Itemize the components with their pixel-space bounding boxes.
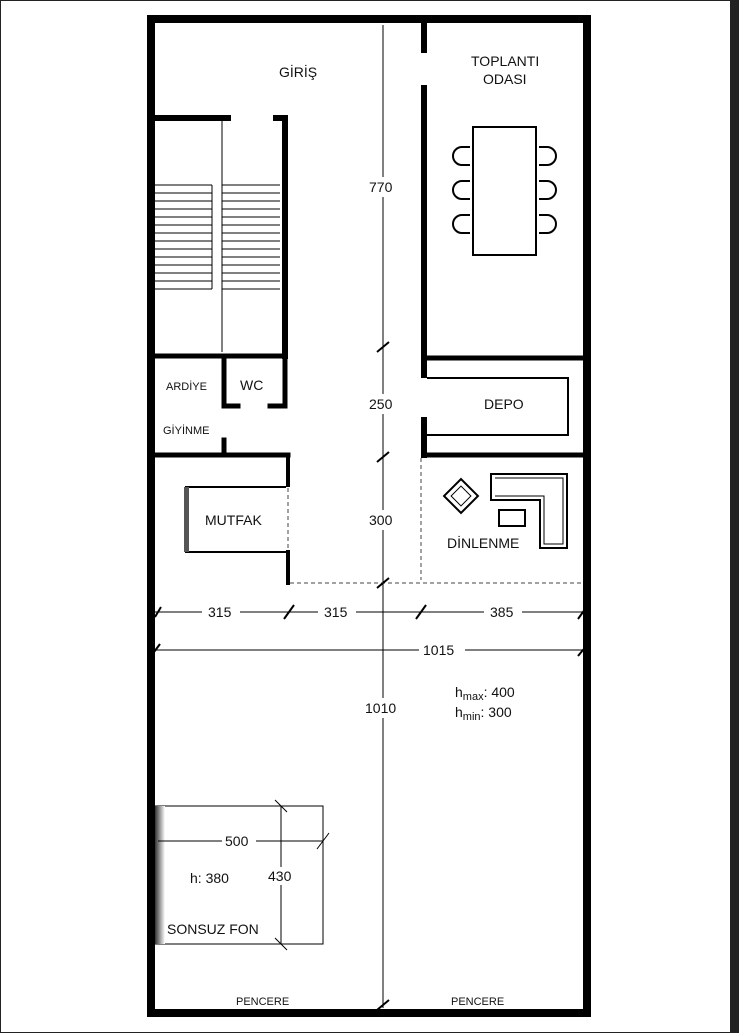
dimension-ticks <box>151 342 588 1010</box>
dim-250: 250 <box>369 396 393 412</box>
dim-500: 500 <box>225 833 249 849</box>
dim-315a: 315 <box>208 604 232 620</box>
dim-385: 385 <box>490 604 514 620</box>
infinity-cove-curve-shade <box>155 806 165 944</box>
label-giyinme: GİYİNME <box>163 425 210 437</box>
dim-1010: 1010 <box>365 700 397 716</box>
hmin-sub: min <box>462 711 481 723</box>
label-ardiye: ARDİYE <box>166 381 207 393</box>
hmax-base: h <box>455 684 463 700</box>
label-dinlenme: DİNLENME <box>447 535 520 551</box>
hmax-sub: max <box>462 691 484 703</box>
kitchen-counter-shade <box>184 487 189 552</box>
page-right-shadow <box>730 0 739 1033</box>
label-toplanti-line2: ODASI <box>483 71 527 87</box>
stair-treads-left <box>155 185 212 289</box>
meeting-table <box>473 127 536 255</box>
lounge-armchair <box>444 479 478 513</box>
hmin-base: h <box>455 704 463 720</box>
window-label-right: PENCERE <box>451 996 505 1008</box>
dim-430: 430 <box>268 868 292 884</box>
dim-300: 300 <box>369 512 393 528</box>
label-toplanti-line1: TOPLANTI <box>471 53 540 69</box>
dim-770: 770 <box>369 179 393 195</box>
dim-315b: 315 <box>324 604 348 620</box>
label-giris: GİRİŞ <box>279 64 318 80</box>
dim-1015: 1015 <box>423 642 455 658</box>
window-label-left: PENCERE <box>236 996 290 1008</box>
lounge-coffee-table <box>499 510 525 526</box>
stair-treads-right <box>222 185 280 289</box>
hmin-note <box>455 704 512 723</box>
meeting-chairs-left <box>453 147 470 233</box>
hmin-value: : 300 <box>480 704 512 720</box>
label-wc: WC <box>240 377 264 393</box>
hmax-value: : 400 <box>483 684 515 700</box>
label-depo: DEPO <box>484 396 524 412</box>
label-sonsuz-fon: SONSUZ FON <box>167 921 259 937</box>
meeting-chairs-right <box>539 147 556 233</box>
hmax-note <box>455 684 515 703</box>
label-mutfak: MUTFAK <box>205 512 262 528</box>
cove-height-note: h: 380 <box>190 870 229 886</box>
